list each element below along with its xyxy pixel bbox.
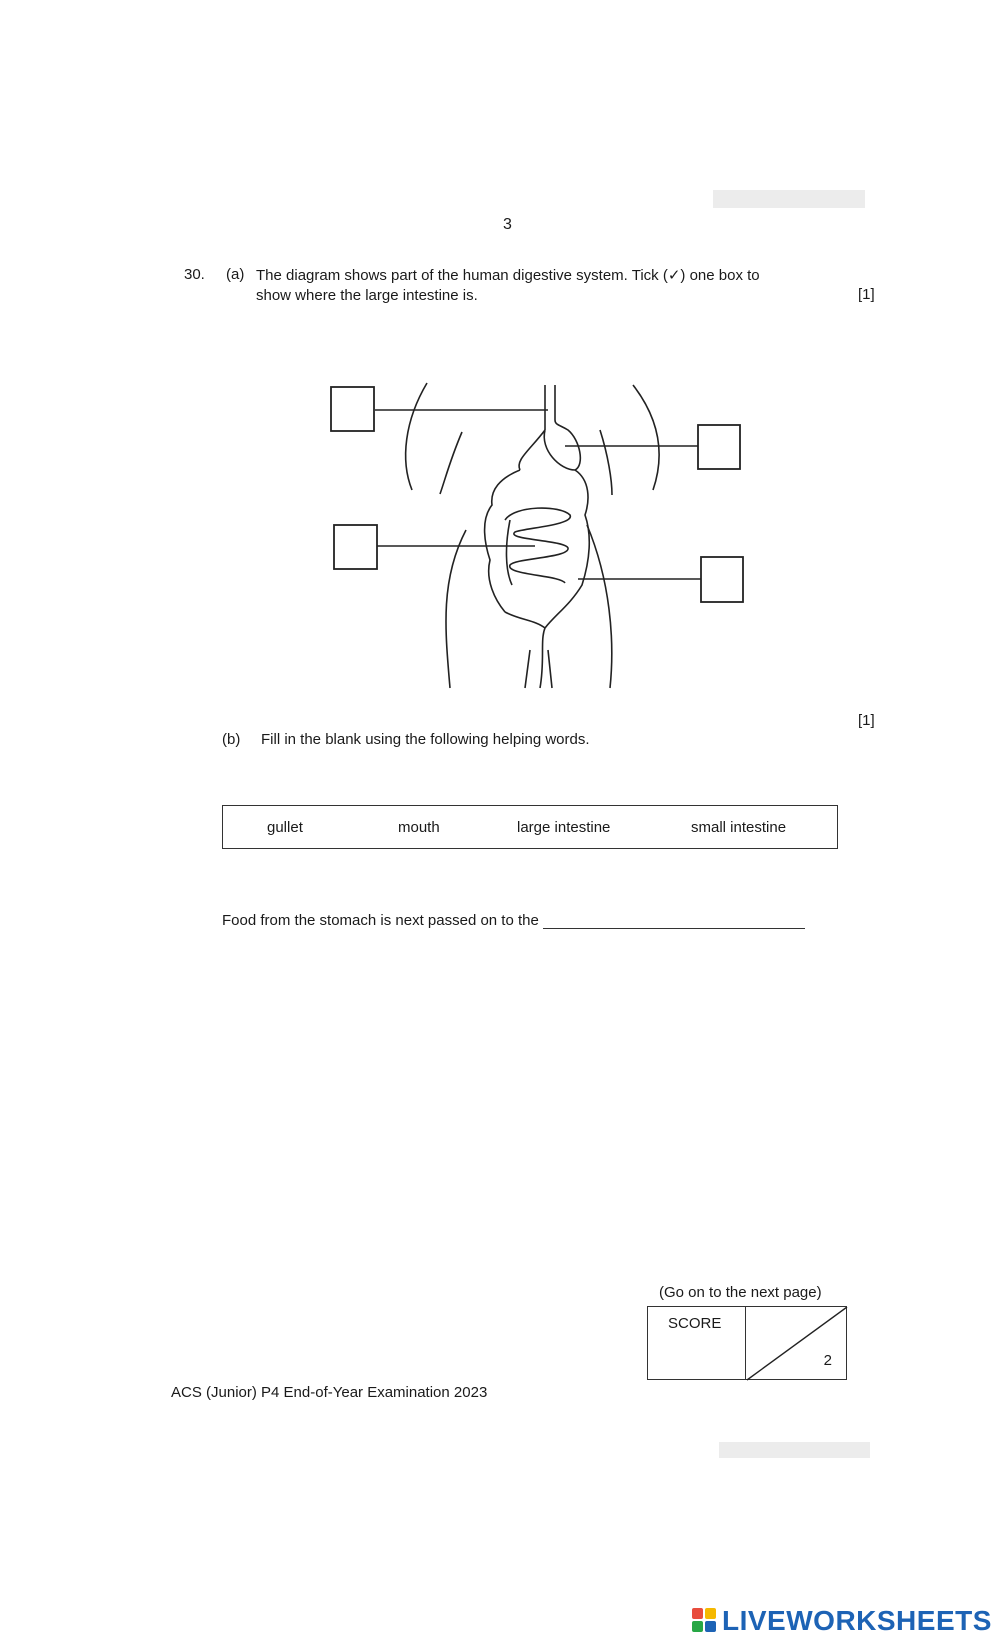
word-bank <box>222 805 838 849</box>
score-divider <box>648 1307 848 1381</box>
rectum <box>525 650 552 688</box>
word-small-intestine: small intestine <box>691 819 787 836</box>
liveworksheets-logo-icon <box>692 1608 718 1634</box>
body-outline-left-hip <box>446 530 466 688</box>
redaction-bar-bottom <box>719 1442 870 1458</box>
large-intestine <box>485 470 590 688</box>
part-b-label: (b) <box>222 731 241 748</box>
word-gullet: gullet <box>267 819 303 836</box>
tick-box-large-intestine-target[interactable] <box>701 557 743 602</box>
score-total: 2 <box>823 1352 832 1369</box>
part-a-label: (a) <box>226 266 245 283</box>
part-b-marks: [1] <box>858 712 875 729</box>
fill-sentence <box>222 910 805 929</box>
answer-blank[interactable] <box>543 910 805 929</box>
tick-box-stomach-target[interactable] <box>331 387 374 431</box>
body-outline-left-inner <box>440 432 462 494</box>
fill-sentence-text: Food from the stomach is next passed on to the <box>222 912 539 929</box>
tick-box-small-intestine-target[interactable] <box>334 525 377 569</box>
part-a-line2: show where the large intestine is. <box>256 287 478 304</box>
part-b-instruction: Fill in the blank using the following helping words. <box>261 731 590 748</box>
gullet <box>545 385 555 430</box>
liveworksheets-logo-text: LIVEWORKSHEETS <box>722 1605 992 1636</box>
liveworksheets-logo[interactable] <box>692 1605 992 1637</box>
page-number: 3 <box>503 216 512 233</box>
question-number: 30. <box>184 266 205 283</box>
part-a-marks: [1] <box>858 286 875 303</box>
exam-footer: ACS (Junior) P4 End-of-Year Examination 2023 <box>171 1384 488 1401</box>
body-outline-left-outer <box>406 383 427 490</box>
body-outline-right-inner <box>600 430 612 495</box>
score-box <box>647 1306 847 1380</box>
body-outline-right-outer <box>633 385 659 490</box>
score-label: SCORE <box>668 1315 722 1332</box>
tick-box-right-upper-target[interactable] <box>698 425 740 469</box>
word-large-intestine: large intestine <box>517 819 611 836</box>
go-on-text: (Go on to the next page) <box>659 1284 822 1301</box>
stomach <box>519 420 580 470</box>
body-outline-right-hip <box>587 525 612 688</box>
part-a-line1: The diagram shows part of the human digestive system. Tick (✓) one box to <box>256 267 760 284</box>
word-mouth: mouth <box>398 819 440 836</box>
